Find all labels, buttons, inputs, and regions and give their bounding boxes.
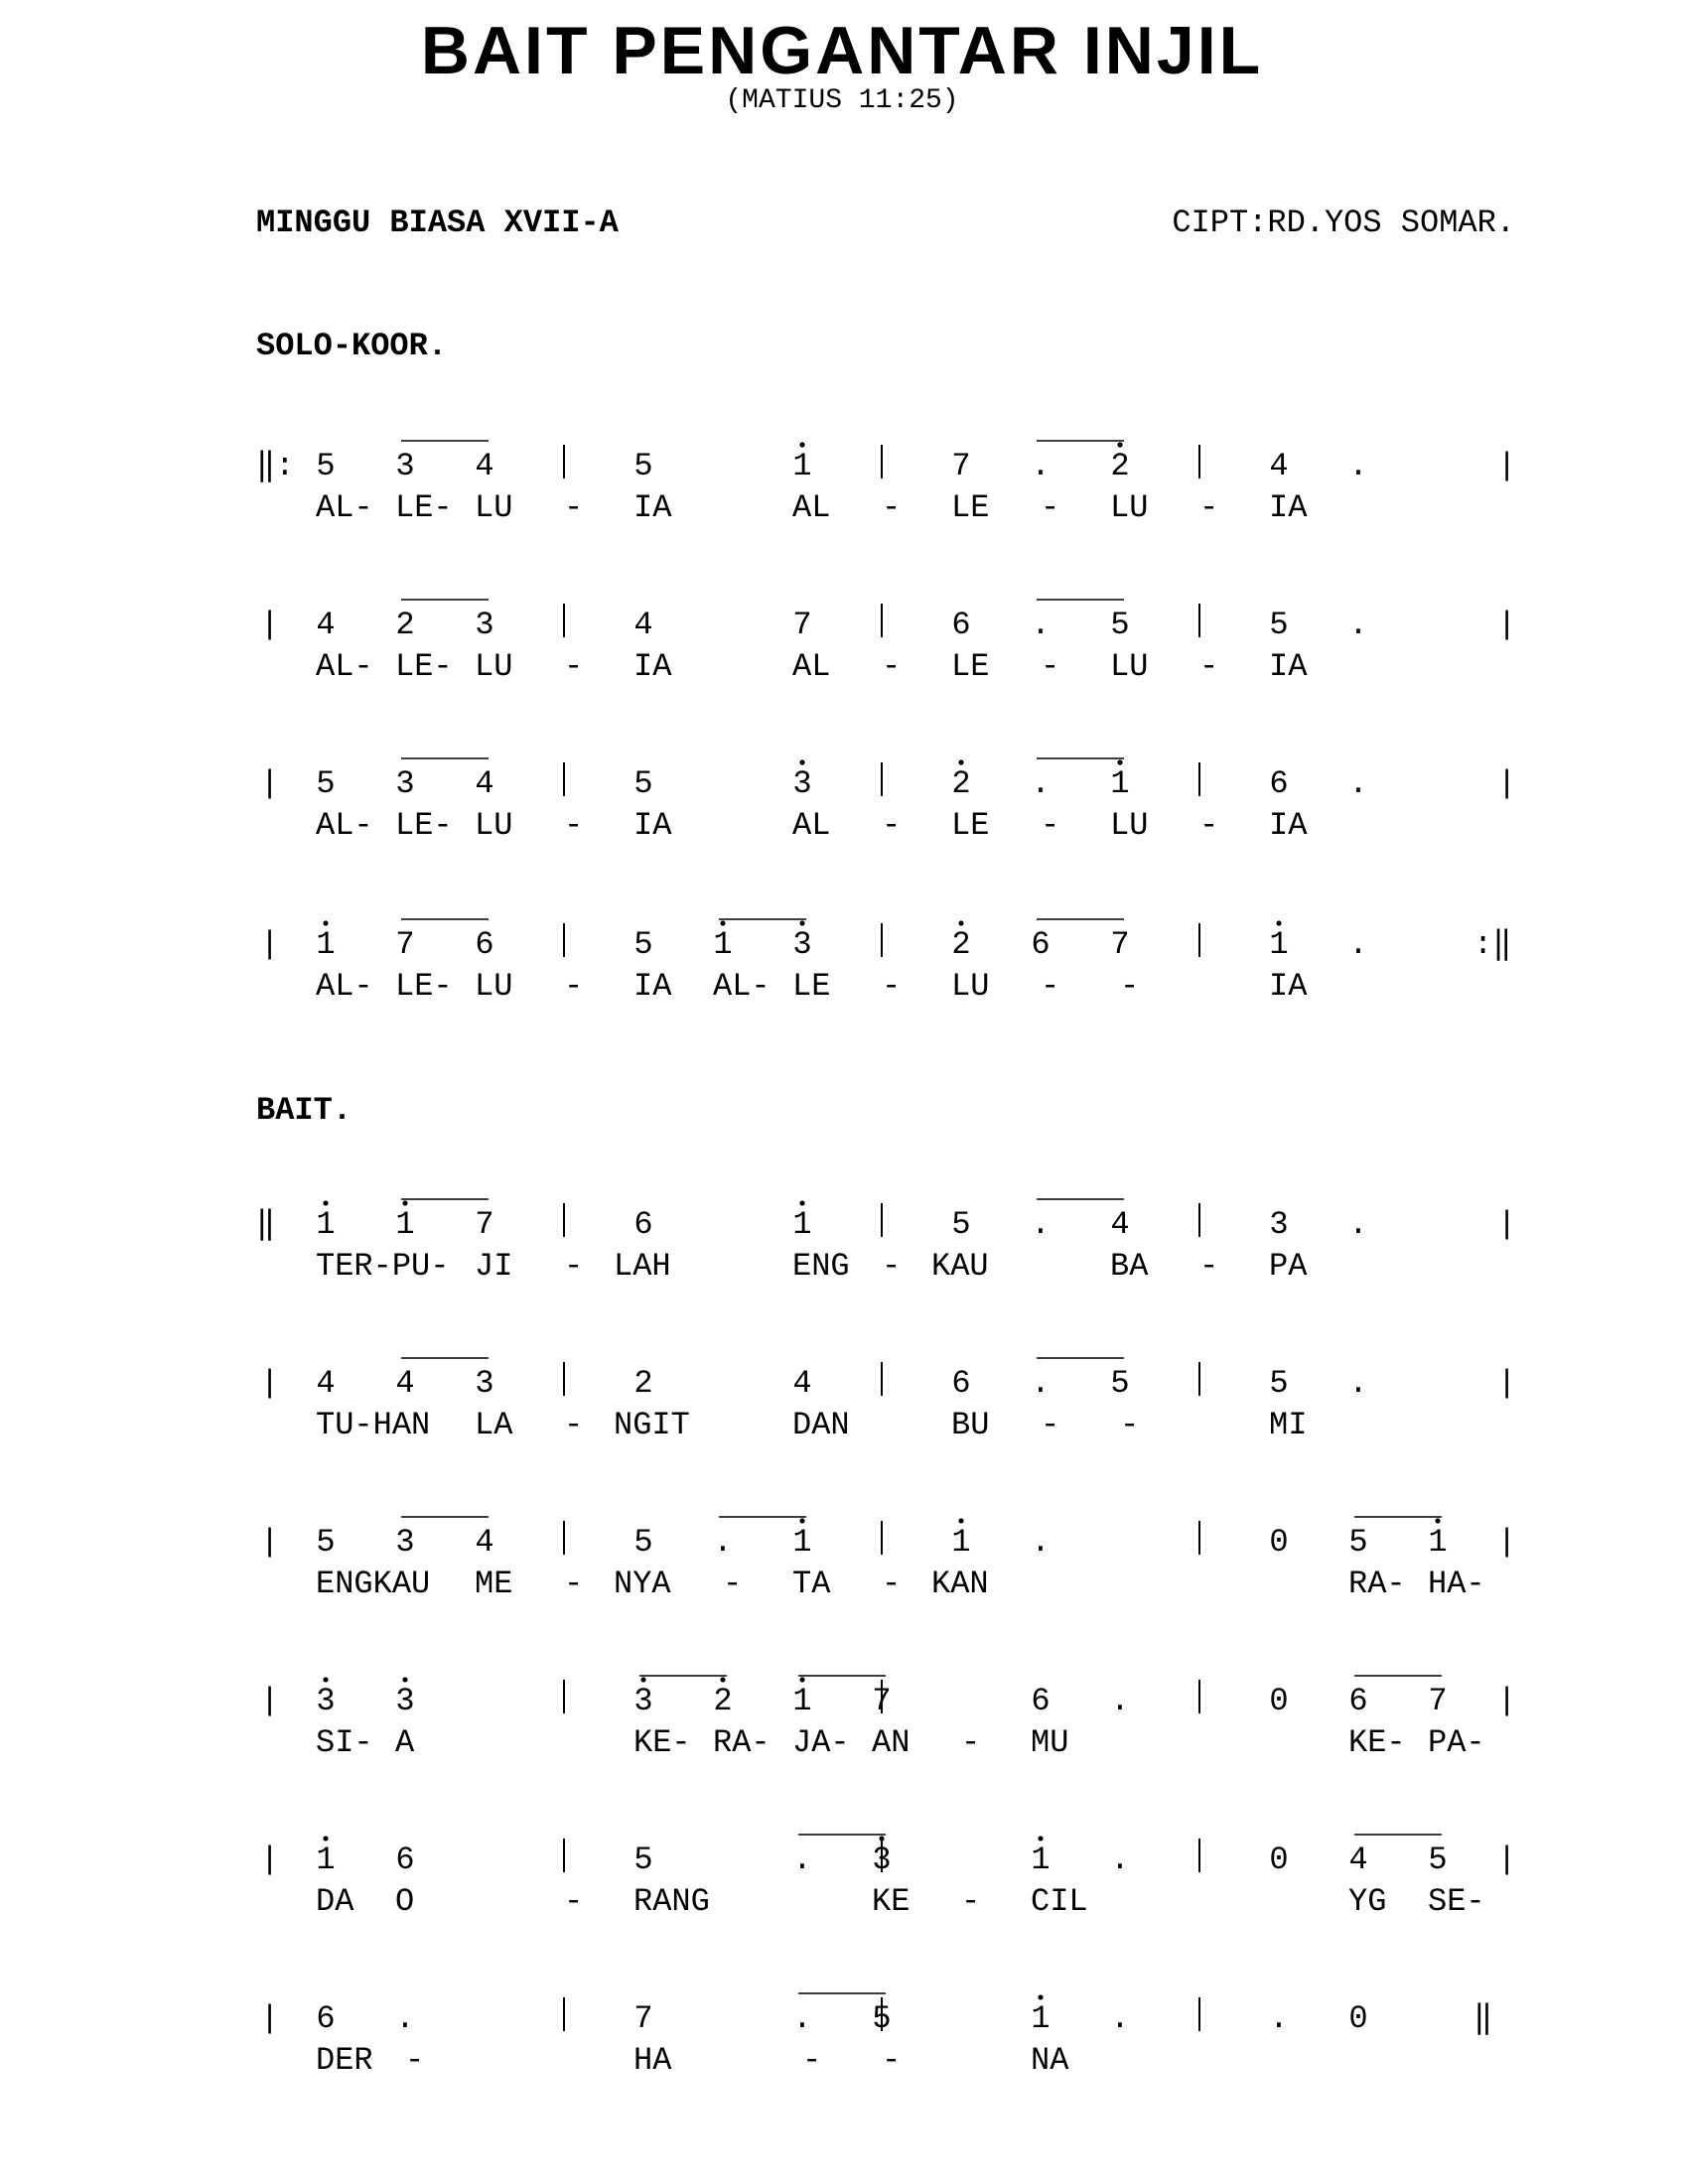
note: 1: [792, 448, 812, 484]
lyric-hyphen: -: [1120, 1407, 1140, 1443]
note: 2: [951, 765, 971, 802]
lyric-syllable: TA: [792, 1566, 831, 1602]
lyric-syllable: NA: [1031, 2042, 1069, 2079]
note: 5: [1110, 607, 1130, 643]
note: 5: [316, 1524, 336, 1561]
lyric-syllable: BA: [1110, 1248, 1149, 1285]
line-end-marker: |: [1497, 607, 1517, 643]
lyric-syllable: AL: [792, 648, 831, 685]
note-extension-dot: .: [395, 2000, 415, 2037]
note: 3: [1269, 1206, 1289, 1243]
lyric-syllable: O: [395, 1883, 415, 1920]
note-extension-dot: .: [1031, 448, 1051, 484]
lyric-syllable: IA: [633, 807, 672, 844]
line-end-marker: |: [1497, 1683, 1517, 1719]
note-extension-dot: .: [1348, 1206, 1368, 1243]
line-end-marker: |: [1497, 1524, 1517, 1561]
note: 1: [792, 1206, 812, 1243]
lyric-hyphen: -: [564, 648, 584, 685]
note-extension-dot: .: [1031, 1206, 1051, 1243]
note: 5: [633, 448, 653, 484]
lyric-syllable: CIL: [1031, 1883, 1088, 1920]
note: 4: [633, 607, 653, 643]
lyric-syllable: SI-: [316, 1724, 373, 1761]
note-extension-dot: .: [1269, 2000, 1289, 2037]
note: 7: [792, 607, 812, 643]
lyric-syllable: AL: [792, 489, 831, 526]
lyric-syllable: JA-: [792, 1724, 850, 1761]
note: 7: [475, 1206, 494, 1243]
note: 5: [951, 1206, 971, 1243]
lyric-hyphen: -: [1199, 807, 1219, 844]
note: 4: [316, 607, 336, 643]
lyric-syllable: LU: [475, 807, 513, 844]
composer-credit: CIPT:RD.YOS SOMAR.: [1172, 205, 1515, 241]
section-label-bait: BAIT.: [256, 1092, 352, 1129]
lyric-syllable: AL-: [316, 648, 373, 685]
octave-up-dot: [323, 920, 328, 925]
note: 0: [1269, 1842, 1289, 1878]
song-title: BAIT PENGANTAR INJIL: [420, 13, 1264, 88]
lyric-syllable: BU: [951, 1407, 990, 1443]
line-end-marker: |: [1497, 765, 1517, 802]
note: 1: [1269, 926, 1289, 963]
octave-up-dot: [402, 1200, 407, 1205]
note: 6: [633, 1206, 653, 1243]
lyric-syllable: LE: [951, 489, 990, 526]
lyric-hyphen: -: [1041, 807, 1060, 844]
note: 4: [1110, 1206, 1130, 1243]
lyric-syllable: LU: [475, 968, 513, 1005]
lyric-syllable: PA-: [1428, 1724, 1485, 1761]
octave-up-dot: [640, 1677, 645, 1682]
scripture-reference: (MATIUS 11:25): [725, 85, 959, 116]
lyric-syllable: KE-: [1348, 1724, 1406, 1761]
note: 3: [475, 1365, 494, 1402]
note-extension-dot: .: [1348, 926, 1368, 963]
note: 6: [1031, 926, 1051, 963]
octave-up-dot: [799, 1518, 804, 1523]
note: 3: [395, 1683, 415, 1719]
lyric-syllable: LU: [1110, 807, 1149, 844]
note: 3: [395, 1524, 415, 1561]
lyric-syllable: ENG: [792, 1248, 850, 1285]
octave-up-dot: [879, 1836, 884, 1841]
note: 4: [316, 1365, 336, 1402]
note: 7: [1428, 1683, 1448, 1719]
note: 5: [316, 765, 336, 802]
note: 1: [316, 926, 336, 963]
octave-up-dot: [958, 759, 963, 764]
lyric-syllable: LU: [1110, 648, 1149, 685]
octave-up-dot: [1117, 442, 1122, 447]
lyric-syllable: IA: [1269, 648, 1308, 685]
lyric-syllable: ME: [475, 1566, 513, 1602]
lyric-hyphen: -: [1041, 648, 1060, 685]
note: 1: [1031, 1842, 1051, 1878]
note: 0: [1269, 1683, 1289, 1719]
octave-up-dot: [1435, 1518, 1440, 1523]
note: 6: [1269, 765, 1289, 802]
note: 1: [951, 1524, 971, 1561]
octave-up-dot: [799, 1200, 804, 1205]
lyric-hyphen: -: [1120, 968, 1140, 1005]
lyric-syllable: IA: [1269, 489, 1308, 526]
line-start-marker: ‖: [256, 1206, 276, 1243]
lyric-syllable: KAN: [931, 1566, 989, 1602]
lyric-hyphen: -: [882, 489, 902, 526]
note: 5: [872, 2000, 892, 2037]
note-extension-dot: .: [792, 1842, 812, 1878]
lyric-syllable: LE: [951, 807, 990, 844]
note: 5: [633, 1842, 653, 1878]
note: 6: [951, 1365, 971, 1402]
note-extension-dot: .: [1348, 1365, 1368, 1402]
lyric-hyphen: -: [564, 968, 584, 1005]
note: 6: [475, 926, 494, 963]
note: 5: [1428, 1842, 1448, 1878]
line-end-marker: |: [1497, 1842, 1517, 1878]
lyric-hyphen: -: [1041, 1407, 1060, 1443]
note: 3: [395, 765, 415, 802]
note: 1: [316, 1842, 336, 1878]
note: 1: [1110, 765, 1130, 802]
lyric-syllable: AL-: [316, 489, 373, 526]
note: 7: [395, 926, 415, 963]
octave-up-dot: [799, 920, 804, 925]
lyric-syllable: KAU: [931, 1248, 989, 1285]
octave-up-dot: [958, 1518, 963, 1523]
note: 4: [792, 1365, 812, 1402]
note: 4: [475, 448, 494, 484]
note: 7: [633, 2000, 653, 2037]
note: 4: [1269, 448, 1289, 484]
lyric-hyphen: -: [564, 1883, 584, 1920]
note: 0: [1348, 2000, 1368, 2037]
lyric-hyphen: -: [723, 1566, 743, 1602]
note-extension-dot: .: [1031, 765, 1051, 802]
lyric-syllable: LU: [475, 489, 513, 526]
note: 5: [1348, 1524, 1368, 1561]
lyric-syllable: JI: [475, 1248, 513, 1285]
line-start-marker: |: [260, 1842, 280, 1878]
line-end-marker: ‖: [1474, 2000, 1493, 2037]
note: 7: [872, 1683, 892, 1719]
octave-up-dot: [402, 1677, 407, 1682]
note: 3: [395, 448, 415, 484]
lyric-syllable: LE: [792, 968, 831, 1005]
lyric-syllable: DA: [316, 1883, 354, 1920]
note: 2: [713, 1683, 733, 1719]
lyric-syllable: LE: [951, 648, 990, 685]
note: 5: [1269, 1365, 1289, 1402]
note: 1: [713, 926, 733, 963]
line-end-marker: :‖: [1474, 926, 1512, 963]
lyric-syllable: TU-HAN: [316, 1407, 431, 1443]
note: 6: [395, 1842, 415, 1878]
note-extension-dot: .: [1031, 607, 1051, 643]
lyric-hyphen: -: [564, 1248, 584, 1285]
lyric-hyphen: -: [1199, 1248, 1219, 1285]
lyric-syllable: LU: [951, 968, 990, 1005]
line-start-marker: |: [260, 1524, 280, 1561]
lyric-hyphen: -: [882, 1248, 902, 1285]
note: 2: [633, 1365, 653, 1402]
note: 5: [1110, 1365, 1130, 1402]
line-start-marker: |: [260, 2000, 280, 2037]
lyric-syllable: LE-: [395, 648, 453, 685]
note: 1: [316, 1206, 336, 1243]
line-start-marker: |: [260, 926, 280, 963]
lyric-hyphen: -: [882, 2042, 902, 2079]
note: 5: [316, 448, 336, 484]
lyric-syllable: AL-: [316, 807, 373, 844]
note: 1: [395, 1206, 415, 1243]
lyric-hyphen: -: [564, 807, 584, 844]
lyric-syllable: DAN: [792, 1407, 850, 1443]
note: 1: [792, 1524, 812, 1561]
lyric-syllable: MU: [1031, 1724, 1069, 1761]
note: 4: [1348, 1842, 1368, 1878]
lyric-syllable: DER: [316, 2042, 373, 2079]
octave-up-dot: [799, 759, 804, 764]
lyric-syllable: YG: [1348, 1883, 1387, 1920]
note: 3: [792, 926, 812, 963]
lyric-syllable: AN: [872, 1724, 911, 1761]
octave-up-dot: [1117, 759, 1122, 764]
lyric-hyphen: -: [405, 2042, 425, 2079]
lyric-syllable: HA-: [1428, 1566, 1485, 1602]
lyric-syllable: IA: [633, 968, 672, 1005]
lyric-syllable: HA: [633, 2042, 672, 2079]
lyric-syllable: SE-: [1428, 1883, 1485, 1920]
lyric-syllable: NYA: [614, 1566, 671, 1602]
line-end-marker: |: [1497, 448, 1517, 484]
note: 5: [633, 1524, 653, 1561]
note: 1: [1031, 2000, 1051, 2037]
lyric-syllable: ENGKAU: [316, 1566, 431, 1602]
note: 0: [1269, 1524, 1289, 1561]
lyric-hyphen: -: [882, 807, 902, 844]
note: 1: [1428, 1524, 1448, 1561]
lyric-syllable: LU: [1110, 489, 1149, 526]
lyric-syllable: MI: [1269, 1407, 1308, 1443]
lyric-hyphen: -: [564, 1407, 584, 1443]
octave-up-dot: [720, 1677, 725, 1682]
note-extension-dot: .: [1110, 1842, 1130, 1878]
lyric-syllable: IA: [633, 489, 672, 526]
line-start-marker: ‖:: [256, 448, 295, 484]
lyric-syllable: LAH: [614, 1248, 671, 1285]
lyric-syllable: NGIT: [614, 1407, 690, 1443]
lyric-syllable: LA: [475, 1407, 513, 1443]
lyric-hyphen: -: [882, 968, 902, 1005]
lyric-syllable: LE-: [395, 968, 453, 1005]
octave-up-dot: [323, 1677, 328, 1682]
note: 6: [316, 2000, 336, 2037]
lyric-hyphen: -: [564, 489, 584, 526]
octave-up-dot: [1038, 1994, 1043, 1999]
note-extension-dot: .: [1348, 765, 1368, 802]
lyric-hyphen: -: [802, 2042, 822, 2079]
line-start-marker: |: [260, 1365, 280, 1402]
note-extension-dot: .: [792, 2000, 812, 2037]
octave-up-dot: [323, 1836, 328, 1841]
lyric-syllable: A: [395, 1724, 415, 1761]
line-start-marker: |: [260, 607, 280, 643]
lyric-syllable: LU: [475, 648, 513, 685]
note: 4: [475, 1524, 494, 1561]
note-extension-dot: .: [1031, 1365, 1051, 1402]
lyric-syllable: LE-: [395, 807, 453, 844]
lyric-syllable: KE-: [633, 1724, 691, 1761]
note: 2: [1110, 448, 1130, 484]
lyric-syllable: RA-: [1348, 1566, 1406, 1602]
lyric-syllable: IA: [1269, 968, 1308, 1005]
lyric-syllable: IA: [633, 648, 672, 685]
lyric-hyphen: -: [961, 1724, 981, 1761]
octave-up-dot: [1276, 920, 1281, 925]
note: 4: [395, 1365, 415, 1402]
note: 2: [395, 607, 415, 643]
note: 2: [951, 926, 971, 963]
lyric-syllable: LE-: [395, 489, 453, 526]
note: 1: [792, 1683, 812, 1719]
note: 3: [792, 765, 812, 802]
lyric-hyphen: -: [1199, 489, 1219, 526]
lyric-syllable: AL: [792, 807, 831, 844]
lyric-hyphen: -: [961, 1883, 981, 1920]
line-start-marker: |: [260, 765, 280, 802]
note: 7: [1110, 926, 1130, 963]
note: 3: [475, 607, 494, 643]
note: 3: [872, 1842, 892, 1878]
lyric-syllable: TER-PU-: [316, 1248, 450, 1285]
lyric-syllable: KE: [872, 1883, 911, 1920]
lyric-hyphen: -: [564, 1566, 584, 1602]
line-start-marker: |: [260, 1683, 280, 1719]
note-extension-dot: .: [1348, 607, 1368, 643]
line-end-marker: |: [1497, 1206, 1517, 1243]
lyric-syllable: RA-: [713, 1724, 771, 1761]
lyric-hyphen: -: [1041, 968, 1060, 1005]
octave-up-dot: [799, 1677, 804, 1682]
lyric-syllable: PA: [1269, 1248, 1308, 1285]
note: 5: [1269, 607, 1289, 643]
lyric-syllable: RANG: [633, 1883, 710, 1920]
lyric-syllable: IA: [1269, 807, 1308, 844]
octave-up-dot: [799, 442, 804, 447]
note: 7: [951, 448, 971, 484]
note-extension-dot: .: [1110, 2000, 1130, 2037]
note-extension-dot: .: [1031, 1524, 1051, 1561]
note: 6: [951, 607, 971, 643]
lyric-hyphen: -: [1041, 489, 1060, 526]
lyric-hyphen: -: [882, 1566, 902, 1602]
note: 3: [633, 1683, 653, 1719]
lyric-hyphen: -: [1199, 648, 1219, 685]
note: 5: [633, 926, 653, 963]
section-label-solo-koor: SOLO-KOOR.: [256, 328, 448, 364]
octave-up-dot: [720, 920, 725, 925]
lyric-hyphen: -: [882, 648, 902, 685]
note: 6: [1348, 1683, 1368, 1719]
note: 6: [1031, 1683, 1051, 1719]
note: 5: [633, 765, 653, 802]
note-extension-dot: .: [1348, 448, 1368, 484]
note: 3: [316, 1683, 336, 1719]
line-end-marker: |: [1497, 1365, 1517, 1402]
lyric-syllable: AL-: [316, 968, 373, 1005]
liturgical-occasion: MINGGU BIASA XVII-A: [256, 205, 619, 241]
octave-up-dot: [958, 920, 963, 925]
octave-up-dot: [323, 1200, 328, 1205]
octave-up-dot: [1038, 1836, 1043, 1841]
note-extension-dot: .: [713, 1524, 733, 1561]
lyric-syllable: AL-: [713, 968, 771, 1005]
note-extension-dot: .: [1110, 1683, 1130, 1719]
note: 4: [475, 765, 494, 802]
